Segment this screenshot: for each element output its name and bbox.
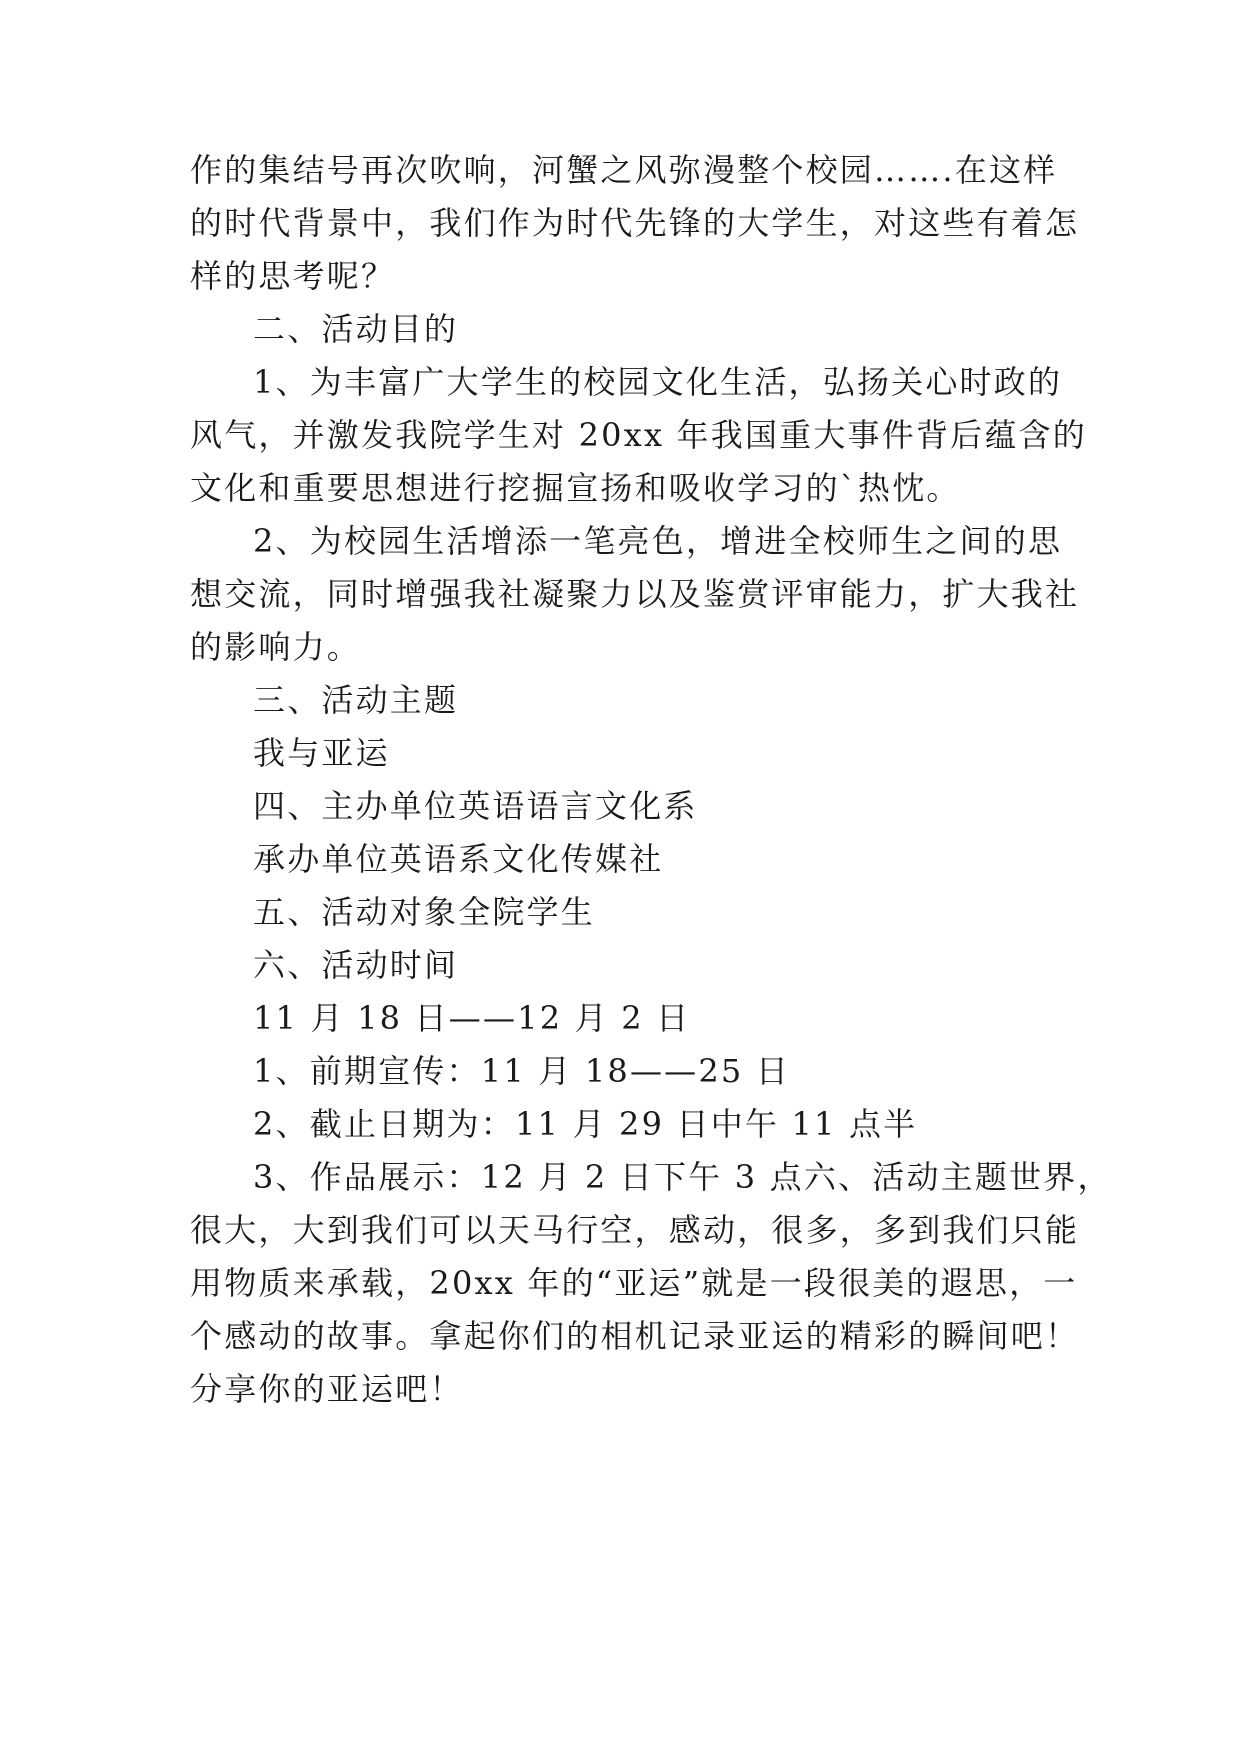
paragraph-line: 2、为校园生活增添一笔亮色，增进全校师生之间的思	[253, 522, 1063, 560]
paragraph-line: 3、作品展示：12 月 2 日下午 3 点六、活动主题世界，	[253, 1158, 1112, 1196]
paragraph-line: 的时代背景中，我们作为时代先锋的大学生，对这些有着怎	[190, 204, 1080, 242]
paragraph-line: 2、截止日期为：11 月 29 日中午 11 点半	[253, 1105, 918, 1143]
paragraph-line: 1、为丰富广大学生的校园文化生活，弘扬关心时政的	[253, 363, 1063, 401]
section-heading: 六、活动时间	[253, 946, 459, 984]
paragraph-line: 风气，并激发我院学生对 20xx 年我国重大事件背后蕴含的	[190, 416, 1087, 454]
paragraph-line: 承办单位英语系文化传媒社	[253, 840, 664, 878]
paragraph-line: 的影响力。	[190, 628, 362, 666]
paragraph-line: 我与亚运	[253, 734, 390, 772]
paragraph-line: 想交流，同时增强我社凝聚力以及鉴赏评审能力，扩大我社	[190, 575, 1080, 613]
section-heading: 二、活动目的	[253, 310, 459, 348]
paragraph-line: 用物质来承载，20xx 年的“亚运”就是一段很美的遐思，一	[190, 1264, 1078, 1302]
paragraph-line: 样的思考呢？	[190, 257, 396, 295]
paragraph-line: 文化和重要思想进行挖掘宣扬和吸收学习的`热忱。	[190, 469, 961, 507]
paragraph-line: 作的集结号再次吹响，河蟹之风弥漫整个校园…….在这样	[190, 151, 1058, 189]
paragraph-line: 1、前期宣传：11 月 18——25 日	[253, 1052, 791, 1090]
paragraph-line: 个感动的故事。拿起你们的相机记录亚运的精彩的瞬间吧！	[190, 1317, 1080, 1355]
paragraph-line: 很大，大到我们可以天马行空，感动，很多，多到我们只能	[190, 1211, 1080, 1249]
section-heading: 四、主办单位英语语言文化系	[253, 787, 698, 825]
paragraph-line: 分享你的亚运吧！	[190, 1370, 464, 1408]
section-heading: 三、活动主题	[253, 681, 459, 719]
paragraph-line: 11 月 18 日——12 月 2 日	[253, 999, 691, 1037]
section-heading: 五、活动对象全院学生	[253, 893, 596, 931]
